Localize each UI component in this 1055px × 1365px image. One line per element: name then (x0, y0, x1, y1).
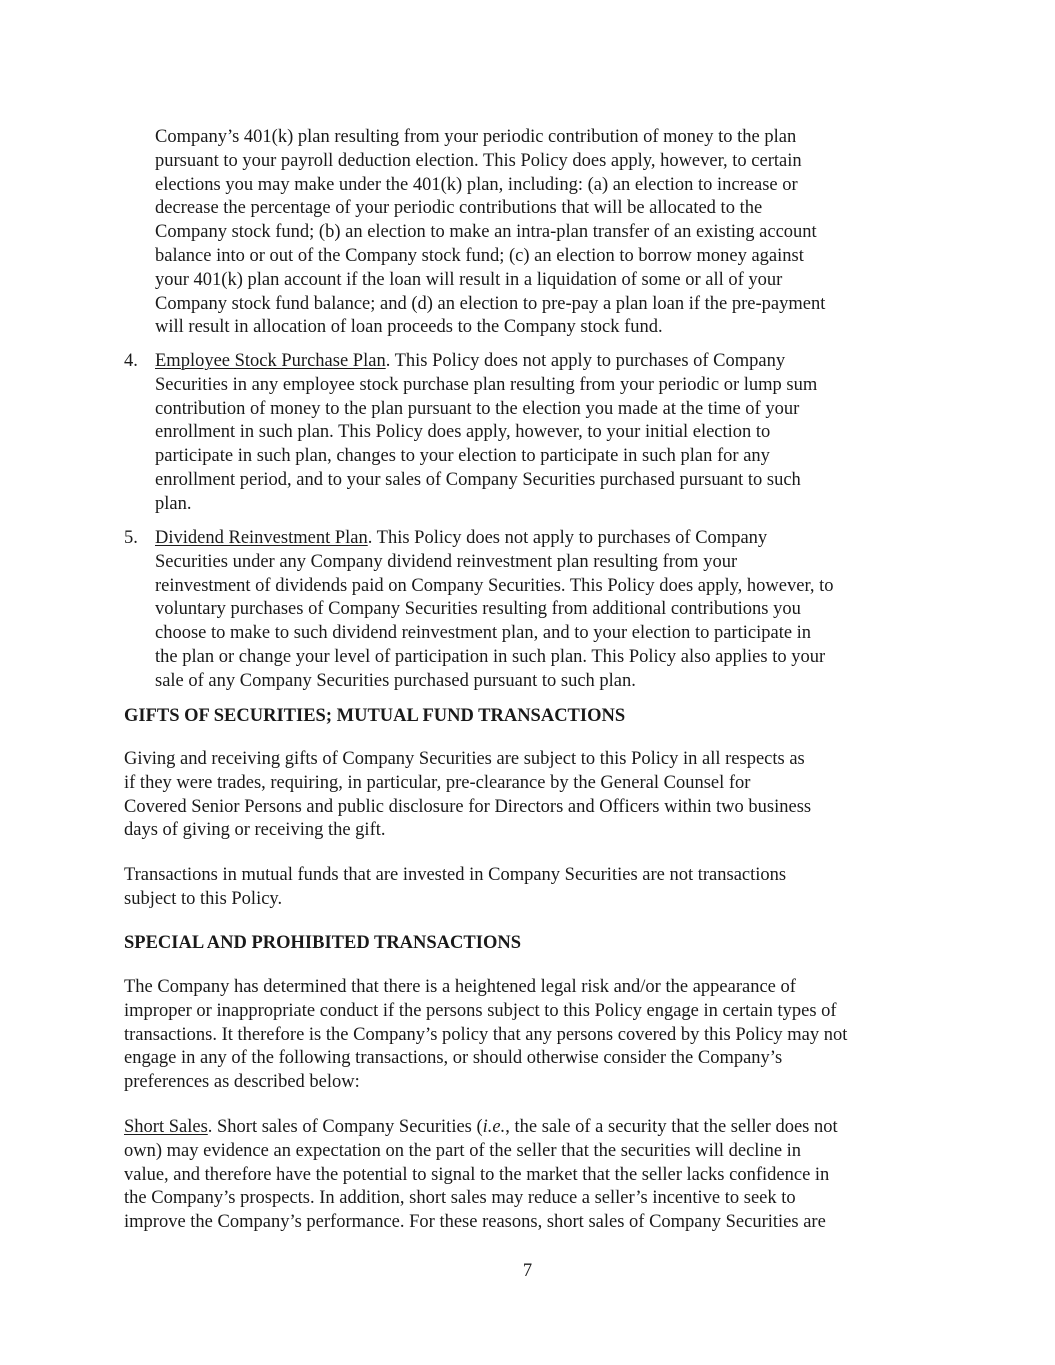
text-line: The Company has determined that there is a heightened legal risk and/or the appearance of (124, 977, 796, 997)
text-line: enrollment period, and to your sales of Company Securities purchased pursuant to such (155, 469, 801, 490)
section-heading-gifts: GIFTS OF SECURITIES; MUTUAL FUND TRANSACTIONS (124, 706, 626, 726)
text-line: plan. (155, 493, 192, 514)
item-4-employee-stock-purchase-plan (155, 350, 817, 517)
text-line: value, and therefore have the potential to signal to the market that the seller lacks confidence in (124, 1164, 830, 1185)
text-line: preferences as described below: (124, 1072, 360, 1093)
text-line: subject to this Policy. (124, 888, 283, 909)
ie-abbreviation: i.e. (482, 1117, 506, 1137)
text-line: choose to make to such dividend reinvestment plan, and to your election to participate in (155, 623, 812, 644)
text-line: reinvestment of dividends paid on Company Securities. This Policy does apply, however, to (155, 575, 834, 596)
text-line: improper or inappropriate conduct if the persons subject to this Policy engage in certain types of (124, 1000, 837, 1021)
item-5-dividend-reinvestment-plan (155, 527, 834, 694)
text-line: pursuant to your payroll deduction election. This Policy does apply, however, to certain (155, 150, 802, 171)
text-line: elections you may make under the 401(k) plan, including: (a) an election to increase or (155, 174, 798, 195)
text-line: Company’s 401(k) plan resulting from your periodic contribution of money to the plan (155, 127, 797, 147)
text-line: Giving and receiving gifts of Company Securities are subject to this Policy in all respects as (124, 749, 805, 769)
item-3-continuation (155, 126, 825, 340)
text-line: transactions. It therefore is the Company’s policy that any persons covered by this Policy may not (124, 1024, 848, 1045)
text-line: the plan or change your level of participation in such plan. This Policy also applies to your (155, 646, 826, 667)
list-number: 5. (124, 528, 138, 548)
text-line: contribution of money to the plan pursuant to the election you made at the time of your (155, 398, 800, 419)
text-line: balance into or out of the Company stock fund; (c) an election to borrow money against (155, 245, 804, 266)
text-line: engage in any of the following transactions, or should otherwise consider the Company’s (124, 1048, 783, 1069)
text-fragment: , the sale of a security that the seller does not (505, 1117, 838, 1137)
text-line: own) may evidence an expectation on the part of the seller that the securities will decline in (124, 1140, 802, 1161)
text-line: your 401(k) plan account if the loan will result in a liquidation of some or all of your (155, 269, 783, 290)
text-line: Transactions in mutual funds that are invested in Company Securities are not transactions (124, 865, 787, 885)
text-line: Company stock fund; (b) an election to make an intra-plan transfer of an existing account (155, 222, 817, 243)
text-line: Covered Senior Persons and public disclosure for Directors and Officers within two business (124, 796, 812, 817)
text-line (155, 527, 834, 551)
text-line: enrollment in such plan. This Policy does apply, however, to your initial election to (155, 422, 771, 443)
page-number: 7 (522, 1261, 533, 1281)
text-fragment: . This Policy does not apply to purchases of Company (385, 351, 786, 371)
text-line: Securities in any employee stock purchase plan resulting from your periodic or lump sum (155, 374, 818, 395)
gifts-paragraph-1 (124, 748, 811, 843)
text-fragment: . This Policy does not apply to purchases of Company (367, 528, 768, 548)
gifts-paragraph-2 (124, 864, 786, 912)
text-line: sale of any Company Securities purchased pursuant to such plan. (155, 670, 636, 691)
text-line: Securities under any Company dividend reinvestment plan resulting from your (155, 551, 738, 572)
text-line: if they were trades, requiring, in particular, pre-clearance by the General Counsel for (124, 772, 751, 793)
list-number: 4. (124, 351, 138, 371)
short-sales-title: Short Sales (124, 1117, 208, 1137)
text-line: will result in allocation of loan proceeds to the Company stock fund. (155, 317, 663, 338)
text-line: decrease the percentage of your periodic contributions that will be allocated to the (155, 198, 763, 219)
text-line: participate in such plan, changes to your election to participate in such plan for any (155, 446, 770, 467)
text-line: voluntary purchases of Company Securities resulting from additional contributions you (155, 599, 801, 620)
text-line: Company stock fund balance; and (d) an election to pre-pay a plan loan if the pre-payment (155, 293, 826, 314)
section-heading-special-prohibited: SPECIAL AND PROHIBITED TRANSACTIONS (124, 933, 521, 953)
text-line (124, 1116, 838, 1140)
text-fragment: . Short sales of Company Securities ( (207, 1117, 483, 1137)
item-title: Dividend Reinvestment Plan (155, 528, 368, 548)
text-line: the Company’s prospects. In addition, short sales may reduce a seller’s incentive to seek to (124, 1188, 796, 1209)
short-sales-paragraph (124, 1116, 838, 1235)
item-title: Employee Stock Purchase Plan (155, 351, 386, 371)
text-line (155, 350, 817, 374)
text-line: days of giving or receiving the gift. (124, 820, 386, 841)
special-paragraph-1 (124, 976, 847, 1095)
text-line: improve the Company’s performance. For these reasons, short sales of Company Securities are (124, 1212, 826, 1233)
